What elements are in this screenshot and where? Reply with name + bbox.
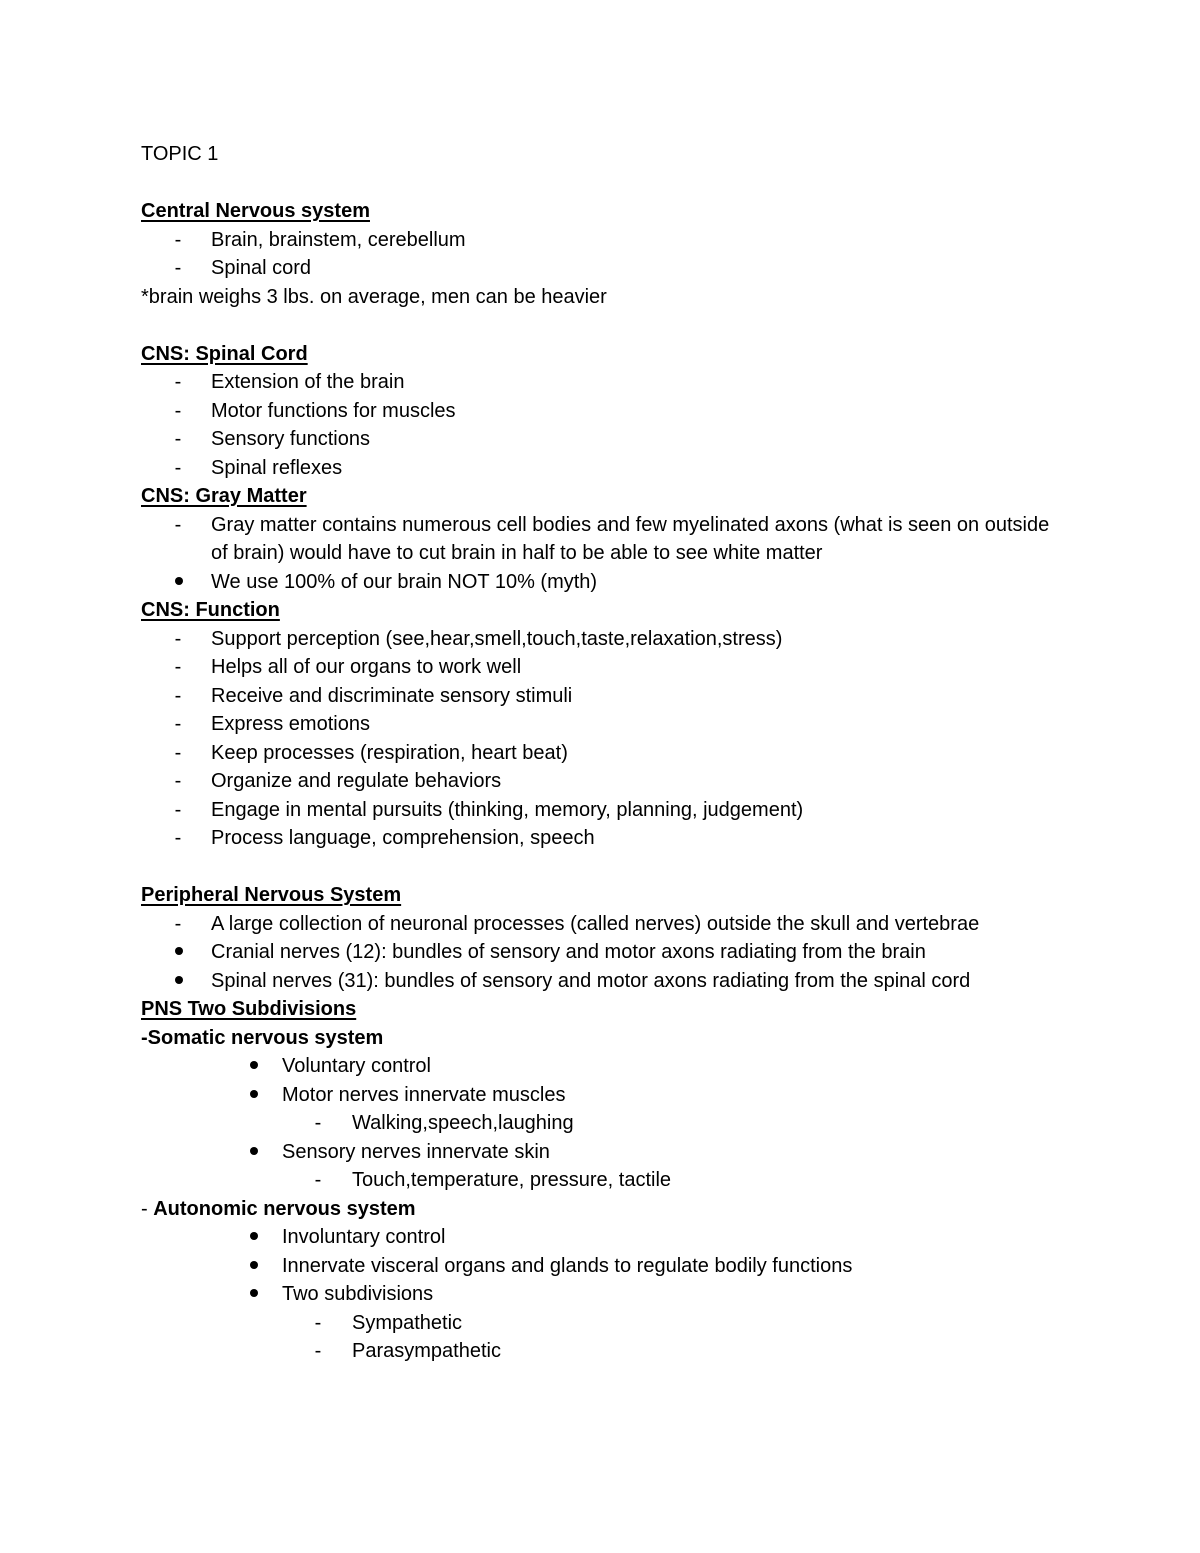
list-item: [141, 653, 1061, 682]
list-item: [141, 1109, 1061, 1138]
dash-marker: -: [174, 741, 182, 764]
dash-marker: -: [174, 228, 182, 251]
list-item: [141, 796, 1061, 825]
spacer: [141, 311, 1061, 340]
bullet-item-text: Involuntary control: [282, 1226, 446, 1248]
list-item: [141, 254, 1061, 283]
list-item: [141, 454, 1061, 483]
list-item-text: A large collection of neuronal processes (called nerves) outside the skull and vertebrae: [211, 912, 980, 935]
dash-marker: -: [314, 1112, 322, 1134]
dash-marker: -: [314, 1169, 322, 1191]
bullet-item: [141, 967, 1061, 996]
document-page: [141, 140, 1061, 1366]
dash-marker: -: [174, 428, 182, 450]
list-item-text: Support perception (see,hear,smell,touch,taste,relaxation,stress): [211, 627, 783, 650]
bullet-item: [141, 1052, 1061, 1081]
bullet-item-text: Spinal nerves (31): bundles of sensory and motor axons radiating from the spinal cord: [211, 969, 971, 992]
list-item: [141, 625, 1061, 654]
dash-marker: -: [174, 257, 182, 279]
bullet-icon: [238, 1280, 268, 1309]
list-item: [141, 710, 1061, 739]
list-item-text: Keep processes (respiration, heart beat): [211, 741, 568, 764]
bullet-icon: [163, 568, 193, 597]
list-item-text: Helps all of our organs to work well: [211, 656, 522, 678]
bullet-item-text: Motor nerves innervate muscles: [282, 1083, 566, 1106]
section-heading-spinal-cord: CNS: Spinal Cord: [141, 342, 308, 365]
list-item-text: Process language, comprehension, speech: [211, 827, 595, 849]
section-heading-function: CNS: Function: [141, 599, 280, 621]
list-item-text: Motor functions for muscles: [211, 399, 456, 422]
dash-marker: -: [174, 798, 182, 821]
list-item: [141, 767, 1061, 796]
list-item-text: Spinal reflexes: [211, 456, 343, 479]
bullet-item: [141, 1280, 1061, 1309]
list-item: [141, 368, 1061, 397]
bullet-item-text: Cranial nerves (12): bundles of sensory and motor axons radiating from the brain: [211, 941, 926, 963]
section-heading-pns: Peripheral Nervous System: [141, 884, 402, 906]
dash-marker: -: [174, 513, 182, 536]
list-item-text: Engage in mental pursuits (thinking, memory, planning, judgement): [211, 798, 804, 821]
section-heading-subdivisions: PNS Two Subdivisions: [141, 998, 357, 1020]
bullet-item-text: Two subdivisions: [282, 1283, 434, 1305]
spacer: [141, 853, 1061, 882]
bullet-item: [141, 1252, 1061, 1281]
list-item: [141, 397, 1061, 426]
dash-marker: -: [174, 912, 182, 935]
note-text: *brain weighs 3 lbs. on average, men can be heavier: [141, 285, 607, 308]
dash-marker: -: [314, 1340, 322, 1362]
list-item: [141, 1337, 1061, 1366]
list-item-text: Organize and regulate behaviors: [211, 770, 502, 792]
document-title: TOPIC 1: [141, 143, 219, 165]
subheading-autonomic-label: Autonomic nervous system: [153, 1197, 416, 1220]
bullet-icon: [163, 967, 193, 996]
bullet-item: [141, 568, 1061, 597]
list-item-text: Parasympathetic: [352, 1340, 501, 1362]
subheading-somatic: -Somatic nervous system: [141, 1026, 384, 1049]
bullet-item-text: Voluntary control: [282, 1055, 431, 1077]
list-item-text: Gray matter contains numerous cell bodies and few myelinated axons (what is seen on outside of brain) would have to cut brain in half to be able to see white matter: [211, 513, 1050, 564]
dash-marker: -: [174, 456, 182, 479]
list-item: [141, 1309, 1061, 1338]
bullet-icon: [238, 1223, 268, 1252]
dash-marker: -: [174, 684, 182, 707]
dash-marker: -: [174, 656, 182, 678]
subheading-autonomic: [141, 1195, 1061, 1224]
list-item-text: Walking,speech,laughing: [352, 1112, 574, 1134]
bullet-item: [141, 1081, 1061, 1110]
bullet-icon: [238, 1052, 268, 1081]
bullet-icon: [238, 1252, 268, 1281]
list-item: [141, 824, 1061, 853]
list-item-text: Extension of the brain: [211, 371, 405, 393]
list-item: [141, 226, 1061, 255]
list-item: [141, 739, 1061, 768]
bullet-icon: [238, 1081, 268, 1110]
dash-marker: -: [174, 399, 182, 422]
list-item-text: Express emotions: [211, 713, 370, 735]
list-item: [141, 425, 1061, 454]
bullet-item: [141, 1223, 1061, 1252]
bullet-item-text: We use 100% of our brain NOT 10% (myth): [211, 570, 598, 593]
dash-marker: -: [314, 1311, 322, 1334]
list-item-text: Sensory functions: [211, 428, 370, 450]
dash-marker: -: [174, 770, 182, 792]
spacer: [141, 169, 1061, 198]
dash-marker: -: [174, 713, 182, 735]
list-item: [141, 511, 1071, 568]
dash-marker: -: [174, 627, 182, 650]
list-item-text: Spinal cord: [211, 257, 312, 279]
section-heading-gray-matter: CNS: Gray Matter: [141, 485, 307, 507]
bullet-item-text: Innervate visceral organs and glands to regulate bodily functions: [282, 1254, 853, 1277]
bullet-icon: [163, 938, 193, 967]
subheading-dash: -: [141, 1197, 154, 1220]
list-item-text: Sympathetic: [352, 1311, 463, 1334]
list-item-text: Brain, brainstem, cerebellum: [211, 228, 466, 251]
dash-marker: -: [174, 371, 182, 393]
list-item: [141, 910, 1061, 939]
dash-marker: -: [174, 827, 182, 849]
list-item-text: Receive and discriminate sensory stimuli: [211, 684, 573, 707]
bullet-item-text: Sensory nerves innervate skin: [282, 1140, 550, 1163]
section-heading-cns: Central Nervous system: [141, 200, 370, 222]
bullet-item: [141, 1138, 1061, 1167]
list-item: [141, 682, 1061, 711]
bullet-item: [141, 938, 1061, 967]
list-item-text: Touch,temperature, pressure, tactile: [352, 1169, 672, 1191]
bullet-icon: [238, 1138, 268, 1167]
list-item: [141, 1166, 1061, 1195]
